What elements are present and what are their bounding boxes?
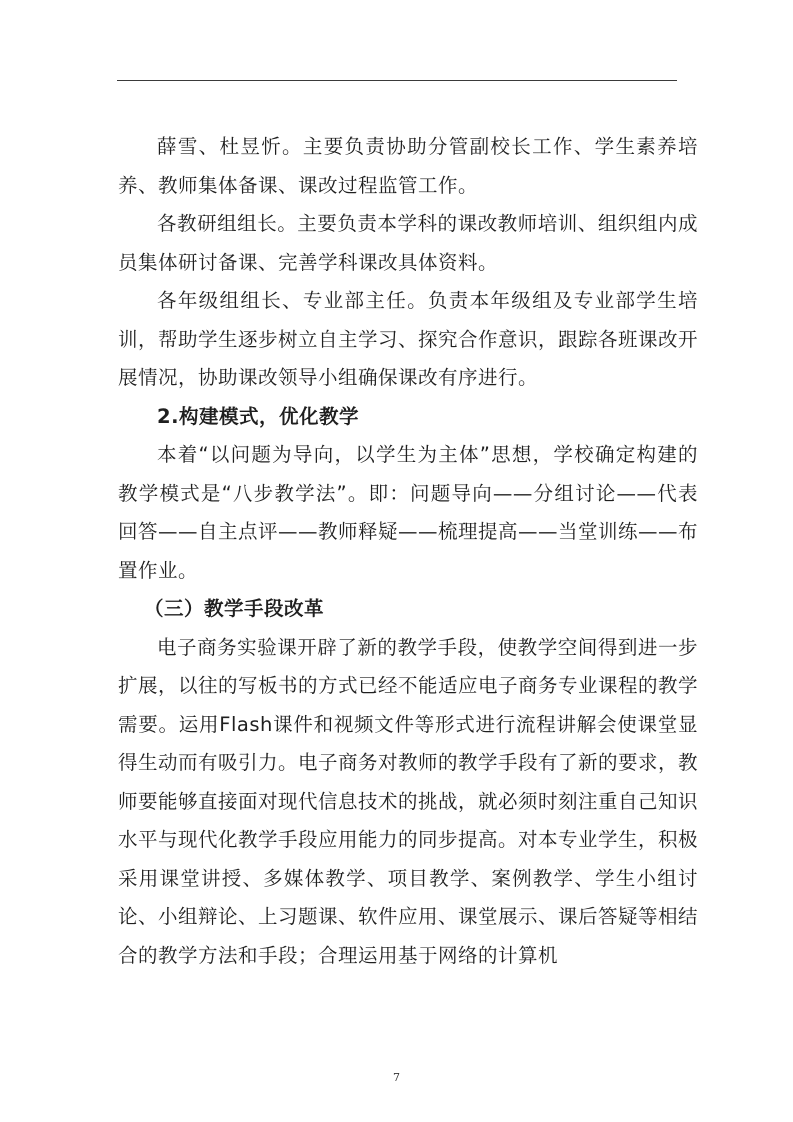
document-body [118, 128, 698, 975]
page-number: 7 [393, 1071, 400, 1084]
section-heading-teaching-model: 2.构建模式，优化教学 [157, 404, 359, 428]
paragraph-eight-step-method: 本着“以问题为导向，以学生为主体”思想，学校确定构建的教学模式是“八步教学法”。即：问题导向——分组讨论——代表回答——自主点评——教师释疑——梳理提高——当堂训练——布置作业。 [118, 443, 699, 582]
header-rule [117, 80, 677, 81]
paragraph-ecommerce-teaching-means: 电子商务实验课开辟了新的教学手段，使教学空间得到进一步扩展，以往的写板书的方式已经不能适应电子商务专业课程的教学需要。运用Flash课件和视频文件等形式进行流程讲解会使课堂显得生动而有吸引力。电子商务对教师的教学手段有了新的要求，教师要能够直接面对现代信息技术的挑战，就必须时刻注重自己知识水平与现代化教学手段应用能力的同步提高。对本专业学生，积极采用课堂讲授、多媒体教学、项目教学、案例教学、学生小组讨论、小组辩论、上习题课、软件应用、课堂展示、课后答疑等相结合的教学方法和手段；合理运用基于网络的计算机 [118, 635, 699, 967]
paragraph-leadership-member: 薛雪、杜昱忻。主要负责协助分管副校长工作、学生素养培养、教师集体备课、课改过程监管工作。 [118, 135, 698, 197]
paragraph-grade-group-leaders: 各年级组组长、专业部主任。负责本年级组及专业部学生培训，帮助学生逐步树立自主学习、探究合作意识，跟踪各班课改开展情况，协助课改领导小组确保课改有序进行。 [118, 289, 699, 389]
paragraph-research-group-leaders: 各教研组组长。主要负责本学科的课改教师培训、组织组内成员集体研讨备课、完善学科课改具体资料。 [118, 212, 698, 274]
section-heading-teaching-means-reform: （三）教学手段改革 [144, 597, 325, 620]
